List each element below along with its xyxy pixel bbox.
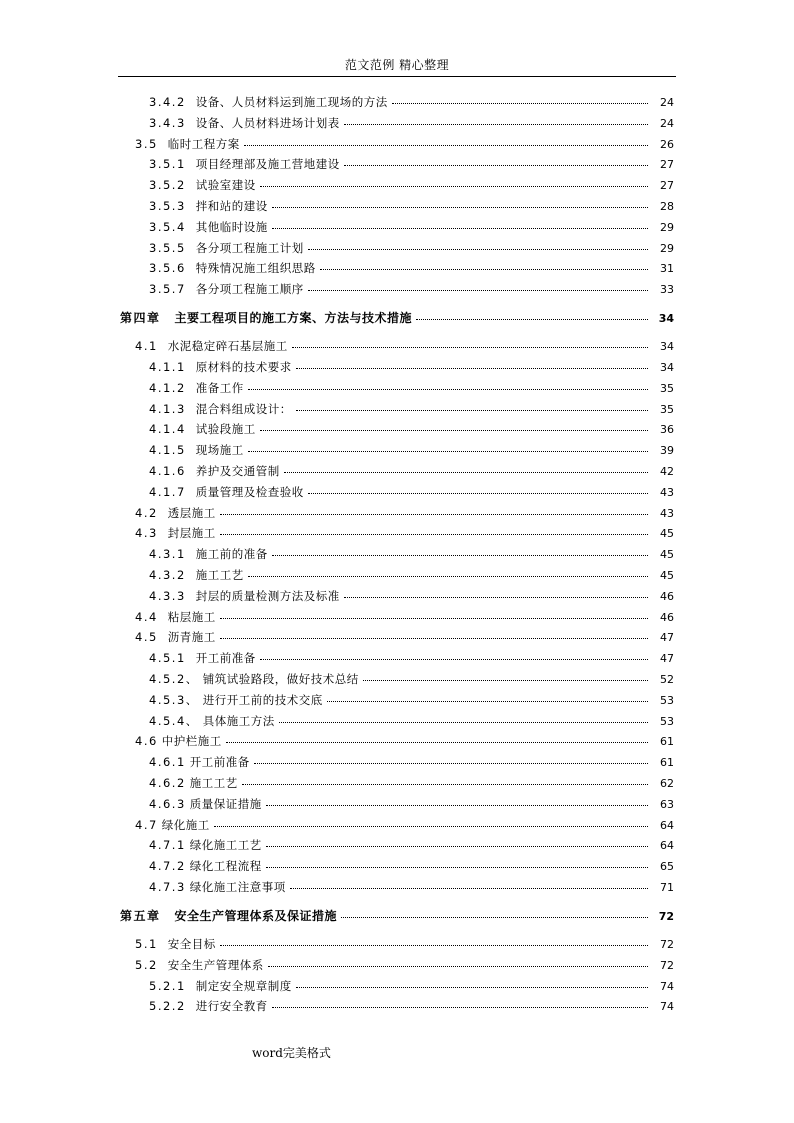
- toc-leader-dots: [392, 103, 648, 104]
- toc-row[interactable]: [135, 339, 674, 354]
- toc-number: 4.7.1: [149, 838, 186, 853]
- toc-chapter-row[interactable]: [120, 909, 674, 924]
- toc-row[interactable]: [149, 880, 674, 895]
- toc-leader-dots: [327, 701, 648, 702]
- toc-page-number: 35: [660, 381, 674, 395]
- toc-leader-dots: [260, 186, 648, 187]
- toc-leader-dots: [344, 165, 648, 166]
- toc-leader-dots: [226, 742, 648, 743]
- toc-title: 透层施工: [167, 505, 216, 520]
- toc-page-number: 64: [660, 839, 674, 853]
- toc-page-number: 74: [660, 1000, 674, 1014]
- toc-page-number: 43: [660, 485, 674, 499]
- toc-title: 质量管理及检查验收: [195, 484, 304, 499]
- toc-leader-dots: [308, 290, 648, 291]
- toc-chapter-row[interactable]: [120, 311, 674, 326]
- toc-leader-dots: [260, 430, 648, 431]
- toc-leader-dots: [290, 888, 648, 889]
- toc-page-number: 63: [660, 797, 674, 811]
- toc-leader-dots: [272, 228, 648, 229]
- toc-leader-dots: [296, 368, 648, 369]
- toc-number: 5.2: [135, 957, 158, 972]
- toc-leader-dots: [248, 451, 648, 452]
- toc-row[interactable]: [149, 116, 674, 131]
- toc-page-number: 33: [660, 283, 674, 297]
- toc-title: 水泥稳定碎石基层施工: [167, 339, 288, 354]
- toc-leader-dots: [284, 472, 648, 473]
- toc-title: 制定安全规章制度: [195, 978, 292, 993]
- toc-number: 5.2.1: [149, 978, 186, 993]
- toc-title: 开工前准备: [195, 651, 256, 666]
- toc-page-number: 39: [660, 444, 674, 458]
- toc-page-number: 42: [660, 465, 674, 478]
- toc-page-number: 46: [660, 610, 674, 624]
- toc-title: 粘层施工: [167, 609, 216, 624]
- toc-number: 5.1: [135, 937, 158, 951]
- toc-number: 第五章: [120, 909, 161, 923]
- toc-row[interactable]: [149, 199, 674, 214]
- toc-page-number: 24: [660, 96, 674, 109]
- toc-row[interactable]: [149, 485, 674, 500]
- toc-title: 各分项工程施工计划: [195, 240, 304, 255]
- toc-row[interactable]: [149, 859, 674, 874]
- toc-row[interactable]: [135, 526, 674, 541]
- toc-title: 施工前的准备: [195, 547, 268, 562]
- toc-row[interactable]: [149, 651, 674, 666]
- toc-number: 4.2: [135, 505, 158, 520]
- toc-leader-dots: [341, 917, 648, 918]
- toc-row[interactable]: [149, 999, 674, 1014]
- toc-row[interactable]: [135, 818, 674, 833]
- toc-page-number: 61: [660, 735, 674, 749]
- toc-leader-dots: [220, 514, 648, 515]
- toc-page-number: 52: [660, 673, 674, 686]
- toc-page-number: 47: [660, 652, 674, 666]
- toc-row[interactable]: [149, 95, 674, 110]
- toc-leader-dots: [344, 124, 648, 125]
- toc-page-number: 65: [660, 860, 674, 874]
- toc-title: 绿化施工: [161, 817, 210, 832]
- toc-leader-dots: [268, 966, 648, 967]
- toc-title: 封层施工: [167, 526, 216, 541]
- toc-leader-dots: [344, 597, 648, 598]
- toc-row[interactable]: [149, 589, 674, 604]
- toc-leader-dots: [296, 410, 648, 411]
- toc-title: 其他临时设施: [195, 219, 268, 234]
- toc-page-number: 74: [660, 979, 674, 993]
- toc-number: 3.5: [135, 136, 158, 151]
- toc-leader-dots: [292, 347, 648, 348]
- toc-number: 4.6: [135, 734, 158, 749]
- toc-title: 绿化工程流程: [189, 859, 262, 874]
- toc-page-number: 31: [660, 262, 674, 276]
- toc-page-number: 43: [660, 506, 674, 520]
- toc-title: 临时工程方案: [167, 136, 240, 151]
- toc-title: 施工工艺: [195, 568, 244, 582]
- toc-page-number: 34: [658, 312, 674, 326]
- toc-row[interactable]: [149, 381, 674, 396]
- toc-title: 准备工作: [195, 380, 244, 395]
- toc-number: 4.1.6: [149, 464, 186, 478]
- toc-title: 拌和站的建设: [195, 199, 268, 213]
- toc-title: 封层的质量检测方法及标准: [195, 588, 340, 603]
- toc-title: 铺筑试验路段，做好技术总结: [202, 672, 359, 686]
- toc-row[interactable]: [149, 422, 674, 437]
- toc-number: 4.1: [135, 339, 158, 354]
- toc-row[interactable]: [149, 755, 674, 770]
- toc-number: 3.4.3: [149, 115, 186, 130]
- toc-row[interactable]: [135, 958, 674, 973]
- toc-title: 混合料组成设计：: [195, 401, 292, 416]
- toc-number: 4.3.2: [149, 568, 186, 582]
- toc-row[interactable]: [149, 979, 674, 994]
- toc-row[interactable]: [135, 137, 674, 152]
- toc-row[interactable]: [149, 693, 674, 708]
- toc-leader-dots: [272, 1007, 648, 1008]
- toc-title: 设备、人员材料运到施工现场的方法: [195, 95, 388, 109]
- toc-page-number: 27: [660, 179, 674, 193]
- toc-title: 安全生产管理体系: [167, 957, 264, 972]
- toc-number: 3.5.7: [149, 282, 186, 297]
- toc-leader-dots: [248, 576, 648, 577]
- toc-leader-dots: [242, 784, 648, 785]
- toc-leader-dots: [308, 493, 648, 494]
- toc-number: 4.5.4、: [149, 713, 199, 728]
- toc-row[interactable]: [135, 937, 674, 952]
- toc-number: 第四章: [120, 311, 161, 326]
- toc-row[interactable]: [149, 282, 674, 297]
- toc-leader-dots: [320, 269, 648, 270]
- toc-page-number: 35: [660, 402, 674, 416]
- toc-number: 4.7: [135, 817, 158, 832]
- toc-number: 4.5: [135, 630, 158, 645]
- toc-number: 5.2.2: [149, 999, 186, 1014]
- toc-page-number: 24: [660, 116, 674, 130]
- toc-row[interactable]: [149, 464, 674, 479]
- toc-number: 3.5.4: [149, 219, 186, 234]
- toc-number: 3.4.2: [149, 95, 186, 109]
- toc-row[interactable]: [149, 157, 674, 172]
- toc-leader-dots: [220, 945, 648, 946]
- toc-title: 具体施工方法: [202, 713, 275, 728]
- toc-leader-dots: [296, 987, 648, 988]
- toc-leader-dots: [214, 826, 648, 827]
- toc-row[interactable]: [135, 630, 674, 645]
- toc-page-number: 36: [660, 423, 674, 437]
- toc-title: 绿化施工注意事项: [189, 880, 286, 894]
- toc-title: 养护及交通管制: [195, 464, 280, 478]
- toc-number: 4.1.4: [149, 422, 186, 437]
- toc-leader-dots: [248, 389, 648, 390]
- toc-number: 3.5.3: [149, 199, 186, 213]
- toc-number: 3.5.6: [149, 261, 186, 276]
- toc-title: 绿化施工工艺: [189, 838, 262, 853]
- toc-leader-dots: [254, 763, 648, 764]
- toc-page-number: 47: [660, 631, 674, 645]
- toc-number: 4.4: [135, 609, 158, 624]
- toc-page-number: 53: [660, 693, 674, 707]
- toc-title: 安全目标: [167, 937, 216, 951]
- toc-leader-dots: [266, 805, 648, 806]
- toc-title: 进行安全教育: [195, 999, 268, 1014]
- toc-title: 特殊情况施工组织思路: [195, 261, 316, 276]
- toc-leader-dots: [266, 846, 648, 847]
- toc-title: 开工前准备: [189, 755, 250, 770]
- toc-number: 4.1.1: [149, 360, 186, 374]
- toc-leader-dots: [220, 638, 648, 639]
- toc-number: 4.1.5: [149, 443, 186, 458]
- toc-title: 原材料的技术要求: [195, 360, 292, 374]
- toc-title: 现场施工: [195, 443, 244, 458]
- toc-page-number: 45: [660, 548, 674, 562]
- toc-title: 安全生产管理体系及保证措施: [174, 909, 338, 923]
- toc-row[interactable]: [149, 241, 674, 256]
- toc-row[interactable]: [149, 776, 674, 791]
- toc-row[interactable]: [135, 506, 674, 521]
- toc-title: 进行开工前的技术交底: [202, 692, 323, 707]
- toc-title: 主要工程项目的施工方案、方法与技术措施: [174, 311, 413, 326]
- toc-title: 质量保证措施: [189, 796, 262, 811]
- toc-number: 4.1.3: [149, 401, 186, 416]
- toc-number: 4.5.2、: [149, 672, 199, 686]
- toc-number: 4.1.2: [149, 380, 186, 395]
- toc-leader-dots: [220, 618, 648, 619]
- toc-title: 中护栏施工: [161, 734, 222, 749]
- toc-number: 4.3.1: [149, 547, 186, 562]
- toc-leader-dots: [416, 319, 648, 320]
- toc-row[interactable]: [149, 360, 674, 375]
- toc-row[interactable]: [149, 443, 674, 458]
- toc-page-number: 71: [660, 881, 674, 894]
- toc-title: 试验室建设: [195, 178, 256, 193]
- toc-page-number: 45: [660, 527, 674, 541]
- toc-page-number: 34: [660, 361, 674, 374]
- toc-row[interactable]: [149, 220, 674, 235]
- toc-leader-dots: [272, 555, 648, 556]
- toc-row[interactable]: [149, 714, 674, 729]
- toc-page-number: 72: [660, 938, 674, 951]
- toc-row[interactable]: [149, 261, 674, 276]
- toc-row[interactable]: [135, 734, 674, 749]
- toc-number: 4.6.2: [149, 776, 186, 790]
- toc-leader-dots: [266, 867, 648, 868]
- toc-page-number: 29: [660, 220, 674, 234]
- toc-title: 试验段施工: [195, 422, 256, 437]
- toc-page-number: 26: [660, 137, 674, 151]
- toc-leader-dots: [308, 249, 648, 250]
- toc-page-number: 72: [660, 958, 674, 972]
- toc-row[interactable]: [149, 672, 674, 687]
- toc-leader-dots: [244, 145, 648, 146]
- toc-page-number: 61: [660, 756, 674, 770]
- toc-row[interactable]: [149, 797, 674, 812]
- toc-title: 设备、人员材料进场计划表: [195, 115, 340, 130]
- toc-page-number: 62: [660, 777, 674, 790]
- toc-page-number: 53: [660, 714, 674, 728]
- toc-page-number: 29: [660, 241, 674, 255]
- page-header: 范文范例 精心整理: [118, 56, 676, 77]
- toc-number: 3.5.1: [149, 157, 186, 172]
- toc-page-number: 34: [660, 340, 674, 354]
- toc-page-number: 72: [658, 910, 674, 923]
- toc-row[interactable]: [149, 178, 674, 193]
- toc-number: 3.5.2: [149, 178, 186, 193]
- toc-leader-dots: [272, 207, 648, 208]
- toc-title: 项目经理部及施工营地建设: [195, 157, 340, 172]
- toc-number: 4.1.7: [149, 484, 186, 499]
- toc-page-number: 45: [660, 569, 674, 582]
- toc-number: 4.7.2: [149, 859, 186, 874]
- toc-title: 各分项工程施工顺序: [195, 282, 304, 297]
- toc-row[interactable]: [149, 547, 674, 562]
- toc-leader-dots: [363, 680, 648, 681]
- toc-page-number: 46: [660, 589, 674, 603]
- toc-page-number: 28: [660, 200, 674, 213]
- toc-title: 沥青施工: [167, 630, 216, 645]
- toc-number: 4.7.3: [149, 880, 186, 894]
- toc-number: 4.5.1: [149, 651, 186, 666]
- toc-row[interactable]: [149, 568, 674, 583]
- toc-row[interactable]: [149, 838, 674, 853]
- toc-leader-dots: [260, 659, 648, 660]
- toc-number: 4.6.3: [149, 796, 186, 811]
- toc-row[interactable]: [149, 402, 674, 417]
- toc-leader-dots: [220, 534, 648, 535]
- toc-page-number: 27: [660, 158, 674, 172]
- toc-leader-dots: [279, 722, 648, 723]
- toc-number: 3.5.5: [149, 240, 186, 255]
- toc-row[interactable]: [135, 610, 674, 625]
- page-footer: word完美格式: [252, 1046, 331, 1060]
- toc-number: 4.5.3、: [149, 692, 199, 707]
- toc-number: 4.6.1: [149, 755, 186, 770]
- toc-number: 4.3: [135, 526, 158, 541]
- toc-number: 4.3.3: [149, 588, 186, 603]
- toc-title: 施工工艺: [189, 776, 238, 790]
- toc-page-number: 64: [660, 818, 674, 832]
